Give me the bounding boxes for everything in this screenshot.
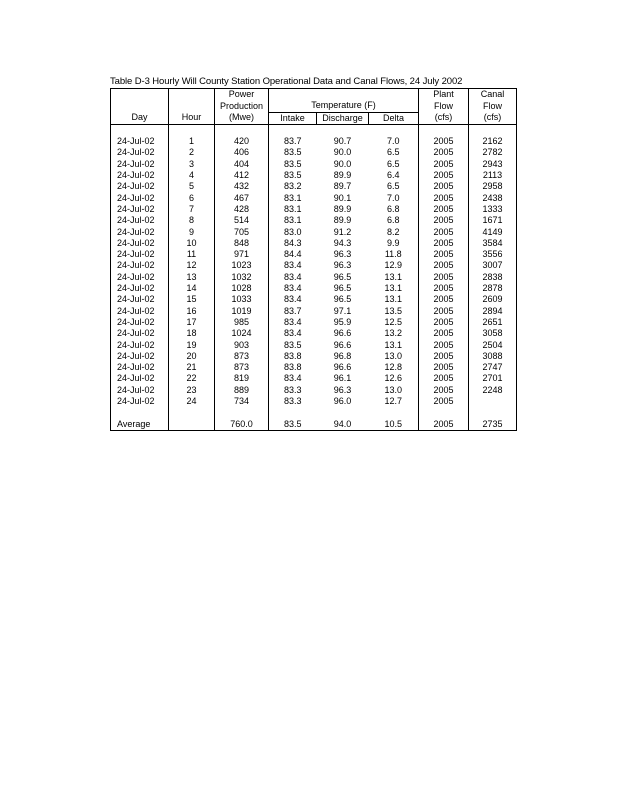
plant-cell: 2005: [419, 193, 469, 204]
discharge-cell: 89.9: [333, 203, 352, 214]
discharge-cell: 96.6: [333, 362, 352, 373]
average-row: [111, 419, 517, 431]
plant-cell: 2005: [419, 272, 469, 283]
intake-cell: 83.1: [269, 204, 317, 215]
table-row: [111, 215, 517, 226]
discharge-cell: 96.5: [333, 283, 352, 294]
plant-cell: 2005: [419, 373, 469, 384]
power-cell: 1023: [215, 260, 269, 271]
canal-cell: 3556: [469, 249, 517, 260]
plant-cell: 2005: [419, 181, 469, 192]
canal-cell: 2248: [469, 385, 517, 396]
hour-header: Hour: [169, 112, 215, 124]
header-row-1: [111, 89, 517, 101]
delta-cell: 13.1: [384, 271, 403, 282]
table-row: [111, 204, 517, 215]
delta-header: Delta: [369, 112, 419, 124]
table-row: [111, 396, 517, 407]
hour-cell: 24: [169, 396, 215, 407]
day-cell: 24-Jul-02: [111, 272, 169, 283]
hour-cell: 4: [169, 170, 215, 181]
intake-cell: 83.4: [269, 328, 317, 339]
canal-cell: 2162: [469, 136, 517, 147]
delta-cell: 13.5: [384, 305, 403, 316]
average-canal-cell: 2735: [469, 419, 517, 431]
day-cell: 24-Jul-02: [111, 373, 169, 384]
intake-cell: 83.5: [269, 170, 317, 181]
power-cell: 1024: [215, 328, 269, 339]
discharge-cell: 89.9: [333, 215, 352, 226]
table-row: [111, 373, 517, 384]
table-row: [111, 170, 517, 181]
delta-cell: 12.6: [384, 373, 403, 384]
hour-cell: 19: [169, 340, 215, 351]
delta-cell: 12.9: [384, 260, 403, 271]
intake-cell: 83.3: [269, 396, 317, 407]
intake-cell: 83.5: [269, 340, 317, 351]
discharge-cell: 90.0: [333, 158, 352, 169]
hour-cell: 15: [169, 294, 215, 305]
day-cell: 24-Jul-02: [111, 215, 169, 226]
table-row: [111, 260, 517, 271]
table-row: [111, 147, 517, 158]
hour-cell: 3: [169, 159, 215, 170]
day-cell: 24-Jul-02: [111, 170, 169, 181]
delta-cell: 7.0: [386, 192, 400, 203]
plant-cell: 2005: [419, 204, 469, 215]
delta-cell: 6.5: [386, 147, 400, 158]
day-cell: 24-Jul-02: [111, 260, 169, 271]
temperature-header: Temperature (F): [269, 100, 419, 112]
table-row: [111, 283, 517, 294]
canal-cell: 2651: [469, 317, 517, 328]
table-row: [111, 193, 517, 204]
intake-cell: 83.8: [269, 351, 317, 362]
hour-cell: 22: [169, 373, 215, 384]
canal-header-line3: (cfs): [469, 112, 517, 124]
discharge-cell: 89.9: [333, 170, 352, 181]
discharge-cell: 96.6: [333, 339, 352, 350]
power-cell: 889: [215, 385, 269, 396]
power-cell: 1032: [215, 272, 269, 283]
day-cell: 24-Jul-02: [111, 159, 169, 170]
discharge-cell: 96.6: [333, 328, 352, 339]
hour-cell: 13: [169, 272, 215, 283]
intake-cell: 83.4: [269, 373, 317, 384]
hour-cell: 2: [169, 147, 215, 158]
day-cell: 24-Jul-02: [111, 362, 169, 373]
delta-cell: 9.9: [386, 237, 400, 248]
plant-header-line2: Flow: [419, 100, 469, 112]
canal-header-line1: Canal: [469, 89, 517, 101]
hour-cell: 1: [169, 136, 215, 147]
delta-cell: 6.8: [386, 203, 400, 214]
canal-cell: 2958: [469, 181, 517, 192]
hour-cell: 8: [169, 215, 215, 226]
plant-cell: 2005: [419, 340, 469, 351]
table-row: [111, 159, 517, 170]
power-cell: 1028: [215, 283, 269, 294]
day-cell: 24-Jul-02: [111, 385, 169, 396]
hour-cell: 7: [169, 204, 215, 215]
intake-cell: 83.0: [269, 227, 317, 238]
hour-cell: 17: [169, 317, 215, 328]
table-row: [111, 351, 517, 362]
canal-cell: 1333: [469, 204, 517, 215]
delta-cell: 6.5: [386, 181, 400, 192]
table-row: [111, 385, 517, 396]
table-row: [111, 238, 517, 249]
hour-cell: 12: [169, 260, 215, 271]
intake-cell: 83.7: [269, 306, 317, 317]
intake-cell: 83.7: [269, 136, 317, 147]
table-row: [111, 136, 517, 147]
delta-cell: 7.0: [386, 136, 400, 147]
delta-cell: 13.1: [384, 294, 403, 305]
delta-cell: 11.8: [384, 249, 402, 260]
power-cell: 432: [215, 181, 269, 192]
average-discharge-cell: 94.0: [317, 419, 369, 431]
delta-cell: 13.2: [384, 328, 403, 339]
power-cell: 428: [215, 204, 269, 215]
day-cell: 24-Jul-02: [111, 227, 169, 238]
plant-cell: 2005: [419, 238, 469, 249]
intake-cell: 84.4: [269, 249, 317, 260]
discharge-cell: 96.5: [333, 294, 352, 305]
canal-cell: 2701: [469, 373, 517, 384]
discharge-cell: 90.0: [333, 147, 352, 158]
delta-cell: 8.2: [386, 226, 400, 237]
average-plant-cell: 2005: [419, 419, 469, 431]
hour-cell: 5: [169, 181, 215, 192]
discharge-cell: 96.0: [333, 396, 352, 407]
plant-cell: 2005: [419, 283, 469, 294]
power-cell: 873: [215, 362, 269, 373]
power-cell: 848: [215, 238, 269, 249]
day-cell: 24-Jul-02: [111, 294, 169, 305]
hour-cell: 23: [169, 385, 215, 396]
intake-cell: 83.2: [269, 181, 317, 192]
canal-cell: 2878: [469, 283, 517, 294]
canal-cell: 2894: [469, 306, 517, 317]
delta-cell: 13.0: [384, 350, 403, 361]
power-cell: 412: [215, 170, 269, 181]
day-cell: 24-Jul-02: [111, 328, 169, 339]
average-label-cell: Average: [111, 419, 169, 431]
hour-cell: 21: [169, 362, 215, 373]
average-delta-cell: 10.5: [369, 419, 419, 431]
delta-cell: 6.8: [386, 215, 400, 226]
discharge-cell: 90.1: [333, 192, 352, 203]
operational-data-table: [110, 88, 517, 431]
canal-header-line2: Flow: [469, 100, 517, 112]
delta-cell: 12.8: [384, 362, 403, 373]
discharge-cell: 91.2: [333, 226, 352, 237]
canal-cell: 2943: [469, 159, 517, 170]
delta-cell: 13.1: [384, 283, 403, 294]
intake-cell: 83.4: [269, 283, 317, 294]
plant-cell: 2005: [419, 385, 469, 396]
canal-cell: 2504: [469, 340, 517, 351]
plant-cell: 2005: [419, 294, 469, 305]
discharge-cell: 96.3: [333, 249, 352, 260]
canal-cell: 3007: [469, 260, 517, 271]
plant-cell: 2005: [419, 260, 469, 271]
table-row: [111, 227, 517, 238]
plant-header-line3: (cfs): [419, 112, 469, 124]
header-row-2: [111, 100, 517, 112]
discharge-cell: 96.5: [333, 271, 352, 282]
canal-cell: 2838: [469, 272, 517, 283]
average-intake-cell: 83.5: [269, 419, 317, 431]
power-cell: 1033: [215, 294, 269, 305]
canal-cell: 2438: [469, 193, 517, 204]
canal-cell: 2113: [469, 170, 517, 181]
delta-cell: 12.7: [384, 396, 403, 407]
intake-cell: 83.8: [269, 362, 317, 373]
day-cell: 24-Jul-02: [111, 249, 169, 260]
power-cell: 467: [215, 193, 269, 204]
plant-cell: 2005: [419, 147, 469, 158]
intake-cell: 83.4: [269, 294, 317, 305]
day-cell: 24-Jul-02: [111, 181, 169, 192]
power-cell: 985: [215, 317, 269, 328]
power-cell: 705: [215, 227, 269, 238]
discharge-cell: 96.3: [333, 384, 352, 395]
hour-cell: 9: [169, 227, 215, 238]
intake-cell: 84.3: [269, 238, 317, 249]
canal-cell: 3088: [469, 351, 517, 362]
delta-cell: 6.5: [386, 158, 400, 169]
table-row: [111, 272, 517, 283]
plant-cell: 2005: [419, 227, 469, 238]
power-cell: 819: [215, 373, 269, 384]
day-cell: 24-Jul-02: [111, 283, 169, 294]
day-cell: 24-Jul-02: [111, 396, 169, 407]
plant-cell: 2005: [419, 317, 469, 328]
table-row: [111, 317, 517, 328]
intake-cell: 83.1: [269, 193, 317, 204]
plant-cell: 2005: [419, 306, 469, 317]
day-cell: 24-Jul-02: [111, 317, 169, 328]
canal-cell: 1671: [469, 215, 517, 226]
table-row: [111, 328, 517, 339]
power-cell: 734: [215, 396, 269, 407]
table-row: [111, 340, 517, 351]
power-cell: 404: [215, 159, 269, 170]
intake-cell: 83.3: [269, 385, 317, 396]
table-row: [111, 306, 517, 317]
intake-cell: 83.5: [269, 159, 317, 170]
power-cell: 514: [215, 215, 269, 226]
power-cell: 1019: [215, 306, 269, 317]
discharge-cell: 97.1: [333, 305, 352, 316]
plant-cell: 2005: [419, 136, 469, 147]
hour-cell: 14: [169, 283, 215, 294]
canal-cell: 4149: [469, 227, 517, 238]
day-cell: 24-Jul-02: [111, 204, 169, 215]
plant-cell: 2005: [419, 328, 469, 339]
intake-cell: 83.4: [269, 260, 317, 271]
day-cell: 24-Jul-02: [111, 306, 169, 317]
delta-cell: 13.1: [384, 339, 403, 350]
intake-header: Intake: [269, 112, 317, 124]
intake-cell: 83.5: [269, 147, 317, 158]
power-header-line1: Power: [215, 89, 269, 101]
canal-cell: 2609: [469, 294, 517, 305]
discharge-cell: 94.3: [333, 237, 352, 248]
intake-cell: 83.1: [269, 215, 317, 226]
canal-cell: 3584: [469, 238, 517, 249]
canal-cell: 2782: [469, 147, 517, 158]
day-cell: 24-Jul-02: [111, 193, 169, 204]
day-cell: 24-Jul-02: [111, 147, 169, 158]
power-cell: 420: [215, 136, 269, 147]
power-header-line3: (Mwe): [215, 112, 269, 124]
hour-cell: 16: [169, 306, 215, 317]
plant-cell: 2005: [419, 351, 469, 362]
plant-header-line1: Plant: [419, 89, 469, 101]
plant-cell: 2005: [419, 396, 469, 407]
plant-cell: 2005: [419, 362, 469, 373]
discharge-cell: 96.8: [333, 350, 352, 361]
plant-cell: 2005: [419, 159, 469, 170]
canal-cell: 3058: [469, 328, 517, 339]
power-cell: 971: [215, 249, 269, 260]
canal-cell: [469, 396, 517, 407]
discharge-cell: 95.9: [333, 316, 352, 327]
power-cell: 406: [215, 147, 269, 158]
table-row: [111, 249, 517, 260]
hour-cell: 11: [169, 249, 215, 260]
delta-cell: 6.4: [386, 170, 400, 181]
discharge-cell: 96.3: [333, 260, 352, 271]
table-caption: Table D-3 Hourly Will County Station Operational Data and Canal Flows, 24 July 2002: [110, 76, 463, 87]
average-power-cell: 760.0: [215, 419, 269, 431]
day-cell: 24-Jul-02: [111, 136, 169, 147]
discharge-header: Discharge: [317, 112, 369, 124]
power-cell: 873: [215, 351, 269, 362]
header-row-3: [111, 112, 517, 124]
discharge-cell: 90.7: [333, 136, 352, 147]
canal-cell: 2747: [469, 362, 517, 373]
table-row: [111, 181, 517, 192]
plant-cell: 2005: [419, 215, 469, 226]
delta-cell: 13.0: [384, 384, 403, 395]
delta-cell: 12.5: [384, 316, 403, 327]
power-header-line2: Production: [215, 100, 269, 112]
table-row: [111, 362, 517, 373]
hour-cell: 20: [169, 351, 215, 362]
day-cell: 24-Jul-02: [111, 351, 169, 362]
discharge-cell: 96.1: [333, 373, 352, 384]
power-cell: 903: [215, 340, 269, 351]
day-cell: 24-Jul-02: [111, 340, 169, 351]
day-cell: 24-Jul-02: [111, 238, 169, 249]
hour-cell: 10: [169, 238, 215, 249]
plant-cell: 2005: [419, 249, 469, 260]
intake-cell: 83.4: [269, 272, 317, 283]
plant-cell: 2005: [419, 170, 469, 181]
intake-cell: 83.4: [269, 317, 317, 328]
discharge-cell: 89.7: [333, 181, 352, 192]
day-header: Day: [111, 112, 169, 124]
table-row: [111, 294, 517, 305]
hour-cell: 18: [169, 328, 215, 339]
hour-cell: 6: [169, 193, 215, 204]
